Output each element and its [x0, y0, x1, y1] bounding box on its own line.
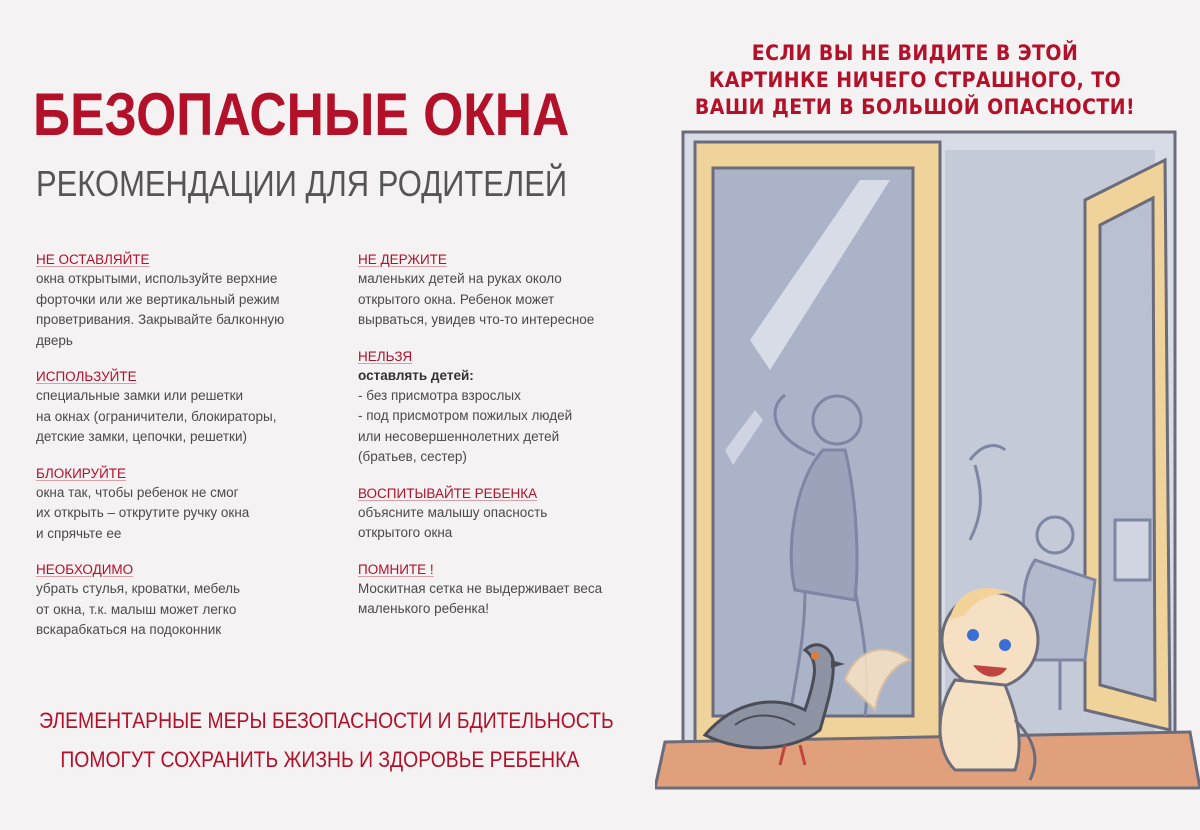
tip-line: проветривания. Закрывайте балконную — [36, 312, 285, 327]
tip-line: Москитная сетка не выдерживает веса — [358, 580, 603, 596]
tip-text — [36, 483, 336, 545]
tip-block — [358, 484, 658, 544]
window-illustration — [655, 120, 1200, 820]
tip-line: вскарабкаться на подоконник — [36, 622, 222, 637]
tip-heading: БЛОКИРУЙТЕ — [36, 465, 127, 481]
footer-slogan-text: ПОМОГУТ СОХРАНИТЬ ЖИЗНЬ И ЗДОРОВЬЕ РЕБЕНКА — [60, 747, 580, 772]
tip-line: дверь — [36, 332, 73, 348]
window-frame-icon — [683, 132, 1175, 752]
page-subtitle: РЕКОМЕНДАЦИИ ДЛЯ РОДИТЕЛЕЙ — [36, 163, 568, 204]
tip-line: маленьких детей на руках около — [358, 271, 562, 286]
caption-line: ЕСЛИ ВЫ НЕ ВИДИТЕ В ЭТОЙ — [751, 41, 1079, 65]
tip-heading: ИСПОЛЬЗУЙТЕ — [36, 369, 137, 384]
tip-line: или несовершеннолетних детей — [358, 428, 560, 444]
tip-text — [36, 386, 336, 448]
tip-heading: ВОСПИТЫВАЙТЕ РЕБЕНКА — [358, 485, 538, 501]
tip-line: окна так, чтобы ребенок не смог — [36, 484, 239, 500]
tip-line: форточки или же вертикальный режим — [36, 291, 280, 307]
tip-block — [36, 250, 336, 351]
tip-subheading: оставлять детей: — [358, 367, 474, 383]
tip-text — [358, 269, 658, 331]
tip-text — [36, 269, 336, 351]
page-title: БЕЗОПАСНЫЕ ОКНА — [33, 81, 570, 148]
tip-heading: НЕ ОСТАВЛЯЙТЕ — [36, 252, 150, 267]
tip-line: - без присмотра взрослых — [358, 387, 521, 403]
tip-line: (братьев, сестер) — [358, 449, 467, 464]
tip-line: и спрячьте ее — [36, 525, 122, 541]
tip-text — [358, 503, 658, 544]
tip-line: убрать стулья, кроватки, мебель — [36, 581, 241, 596]
tip-line: вырваться, увидев что-то интересное — [358, 312, 595, 327]
tip-block — [36, 367, 336, 448]
tip-text — [358, 386, 658, 468]
illustration-caption — [655, 40, 1175, 121]
tip-block — [358, 347, 658, 468]
footer-slogan-line-2 — [0, 746, 640, 774]
tip-line: детские замки, цепочки, решетки) — [36, 429, 247, 444]
caption-line: КАРТИНКЕ НИЧЕГО СТРАШНОГО, ТО — [708, 68, 1122, 92]
tip-line: от окна, т.к. малыш может легко — [36, 601, 237, 617]
tip-line: открытого окна. Ребенок может — [358, 291, 555, 307]
tip-text — [36, 579, 336, 641]
caption-line: ВАШИ ДЕТИ В БОЛЬШОЙ ОПАСНОСТИ! — [694, 95, 1136, 119]
tip-block — [358, 250, 658, 331]
footer-slogan-text: ЭЛЕМЕНТАРНЫЕ МЕРЫ БЕЗОПАСНОСТИ И БДИТЕЛЬНОСТЬ — [39, 708, 614, 733]
tips-column-left — [36, 250, 336, 657]
tip-line: специальные замки или решетки — [36, 388, 244, 403]
tip-line: их открыть – открутите ручку окна — [36, 505, 250, 520]
tip-heading: НЕ ДЕРЖИТЕ — [358, 252, 447, 267]
tip-block — [358, 560, 658, 620]
tip-text — [358, 579, 658, 620]
tip-block — [36, 560, 336, 641]
tip-heading: НЕОБХОДИМО — [36, 562, 134, 577]
tip-line: объясните малышу опасность — [358, 504, 548, 520]
tip-line: - под присмотром пожилых людей — [358, 408, 573, 423]
tip-line: маленького ребенка! — [358, 601, 489, 616]
tip-line: на окнах (ограничители, блокираторы, — [36, 408, 277, 424]
footer-slogan-line-1 — [0, 707, 640, 735]
tip-heading: ПОМНИТЕ ! — [358, 561, 434, 577]
tip-heading: НЕЛЬЗЯ — [358, 348, 413, 364]
tip-block — [36, 464, 336, 545]
tip-line: открытого окна — [358, 525, 453, 540]
tip-line: окна открытыми, используйте верхние — [36, 271, 278, 286]
tips-column-right — [358, 250, 658, 636]
